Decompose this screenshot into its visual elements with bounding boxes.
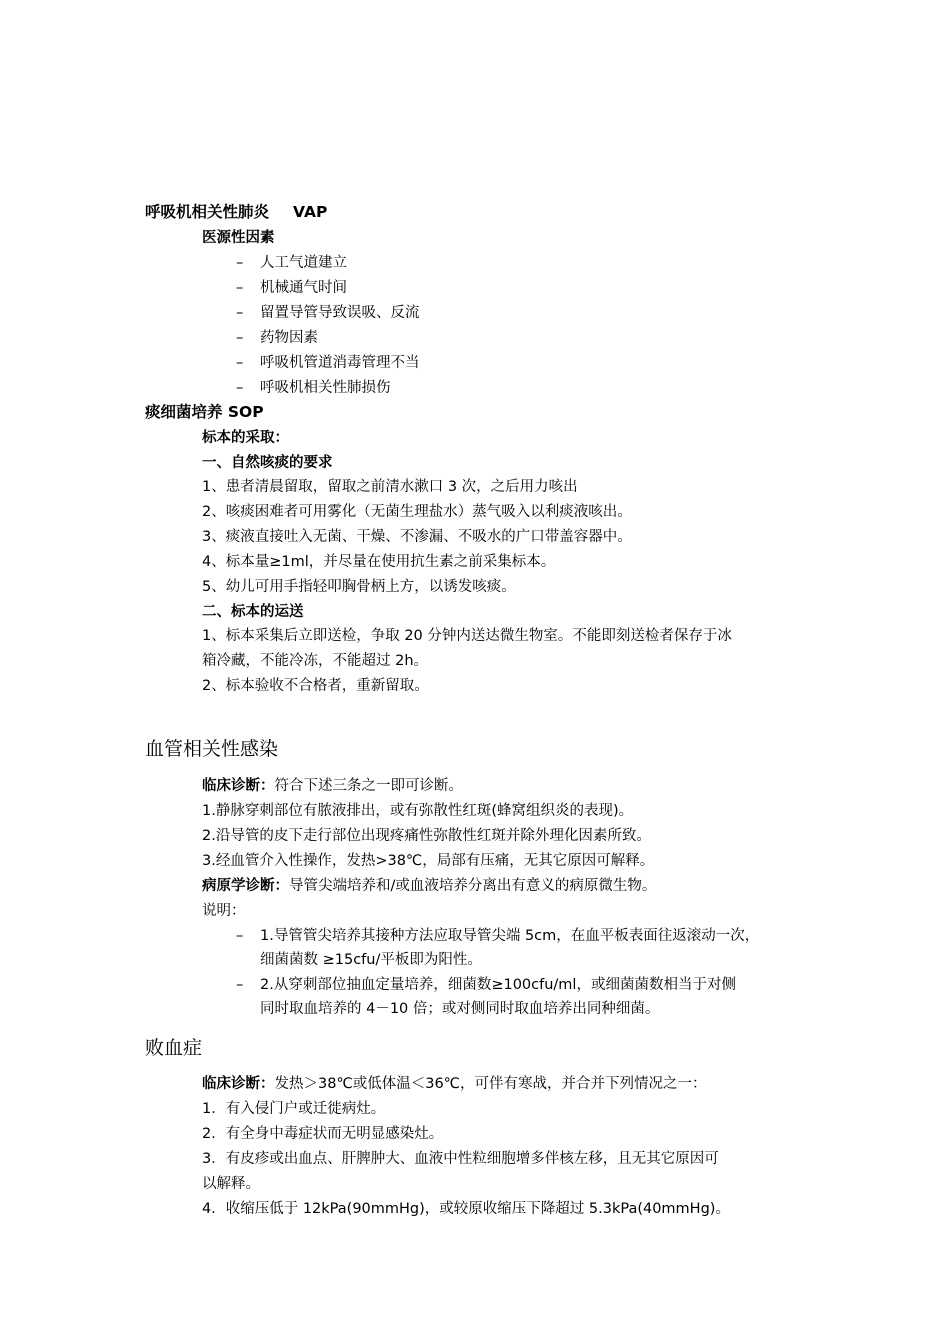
list-item: 2.沿导管的皮下走行部位出现疼痛性弥散性红斑并除外理化因素所致。: [202, 828, 651, 844]
list-item: 1．有入侵门户或迁徙病灶。: [202, 1101, 386, 1117]
vap-heading: [145, 202, 327, 222]
dash-bullet: –: [236, 305, 244, 321]
sop-title: 痰细菌培养 SOP: [145, 403, 264, 421]
list-item: – 1.导管管尖培养其接种方法应取导管尖端 5cm，在血平板表面往返滚动一次，: [236, 928, 760, 944]
list-item: 2、咳痰困难者可用雾化（无菌生理盐水）蒸气吸入以利痰液咳出。: [202, 504, 632, 520]
list-item: – 药物因素: [236, 330, 318, 346]
clinical-label: 临床诊断：: [202, 778, 275, 794]
sop-subheading: 标本的采取：: [202, 430, 289, 446]
list-item: 5、幼儿可用手指轻叩胸骨柄上方，以诱发咳痰。: [202, 579, 516, 595]
dash-bullet: –: [236, 355, 244, 371]
list-item: 3．有皮疹或出血点、肝脾肿大、血液中性粒细胞增多伴核左移，且无其它原因可: [202, 1151, 719, 1167]
vap-title: 呼吸机相关性肺炎: [145, 203, 270, 221]
list-item-continued: 箱冷藏，不能冷冻，不能超过 2h。: [202, 653, 429, 669]
list-item: 4、标本量≥1ml，并尽量在使用抗生素之前采集标本。: [202, 554, 556, 570]
clinical-label: 临床诊断：: [202, 1076, 275, 1092]
vap-abbr: VAP: [293, 203, 328, 221]
cri-pathogen-line: 病原学诊断：导管尖端培养和/或血液培养分离出有意义的病原微生物。: [202, 878, 657, 894]
list-item: 3.经血管介入性操作，发热>38℃，局部有压痛，无其它原因可解释。: [202, 853, 655, 869]
dash-bullet: –: [236, 380, 244, 396]
list-item-continued: 以解释。: [202, 1176, 260, 1192]
list-item: 2．有全身中毒症状而无明显感染灶。: [202, 1126, 444, 1142]
dash-bullet: –: [236, 255, 244, 271]
list-item: – 机械通气时间: [236, 280, 347, 296]
list-item-continued: 细菌菌数 ≥15cfu/平板即为阳性。: [260, 952, 482, 968]
list-item: – 2.从穿刺部位抽血定量培养，细菌数≥100cfu/ml，或细菌菌数相当于对侧: [236, 977, 736, 993]
list-item: 1.静脉穿刺部位有脓液排出，或有弥散性红斑(蜂窝组织炎的表现)。: [202, 803, 634, 819]
cri-clinical-line: 临床诊断：符合下述三条之一即可诊断。: [202, 778, 463, 794]
list-item-continued: 同时取血培养的 4－10 倍；或对侧同时取血培养出同种细菌。: [260, 1001, 660, 1017]
list-item: 2、标本验收不合格者，重新留取。: [202, 678, 429, 694]
sop-section-2: 二、标本的运送: [202, 604, 304, 620]
dash-bullet: –: [236, 977, 244, 993]
vap-subheading: 医源性因素: [202, 230, 275, 246]
dash-bullet: –: [236, 928, 244, 944]
list-item: 1、患者清晨留取，留取之前清水漱口 3 次，之后用力咳出: [202, 479, 578, 495]
list-item: 4．收缩压低于 12kPa(90mmHg)，或较原收缩压下降超过 5.3kPa(40mmHg)。: [202, 1201, 730, 1217]
list-item: – 呼吸机相关性肺损伤: [236, 380, 391, 396]
list-item: – 呼吸机管道消毒管理不当: [236, 355, 420, 371]
dash-bullet: –: [236, 280, 244, 296]
dash-bullet: –: [236, 330, 244, 346]
list-item: – 留置导管导致误吸、反流: [236, 305, 420, 321]
list-item: 3、痰液直接吐入无菌、干燥、不渗漏、不吸水的广口带盖容器中。: [202, 529, 632, 545]
sop-section-1: 一、自然咳痰的要求: [202, 455, 333, 471]
list-item: 1、标本采集后立即送检，争取 20 分钟内送达微生物室。不能即刻送检者保存于冰: [202, 628, 732, 644]
sepsis-clinical-line: 临床诊断：发热＞38℃或低体温＜36℃，可伴有寒战，并合并下列情况之一：: [202, 1076, 707, 1092]
list-item: – 人工气道建立: [236, 255, 347, 271]
pathogen-label: 病原学诊断：: [202, 878, 289, 894]
note-label: 说明：: [202, 903, 246, 919]
cri-title: 血管相关性感染: [145, 738, 279, 760]
sepsis-title: 败血症: [145, 1037, 203, 1059]
